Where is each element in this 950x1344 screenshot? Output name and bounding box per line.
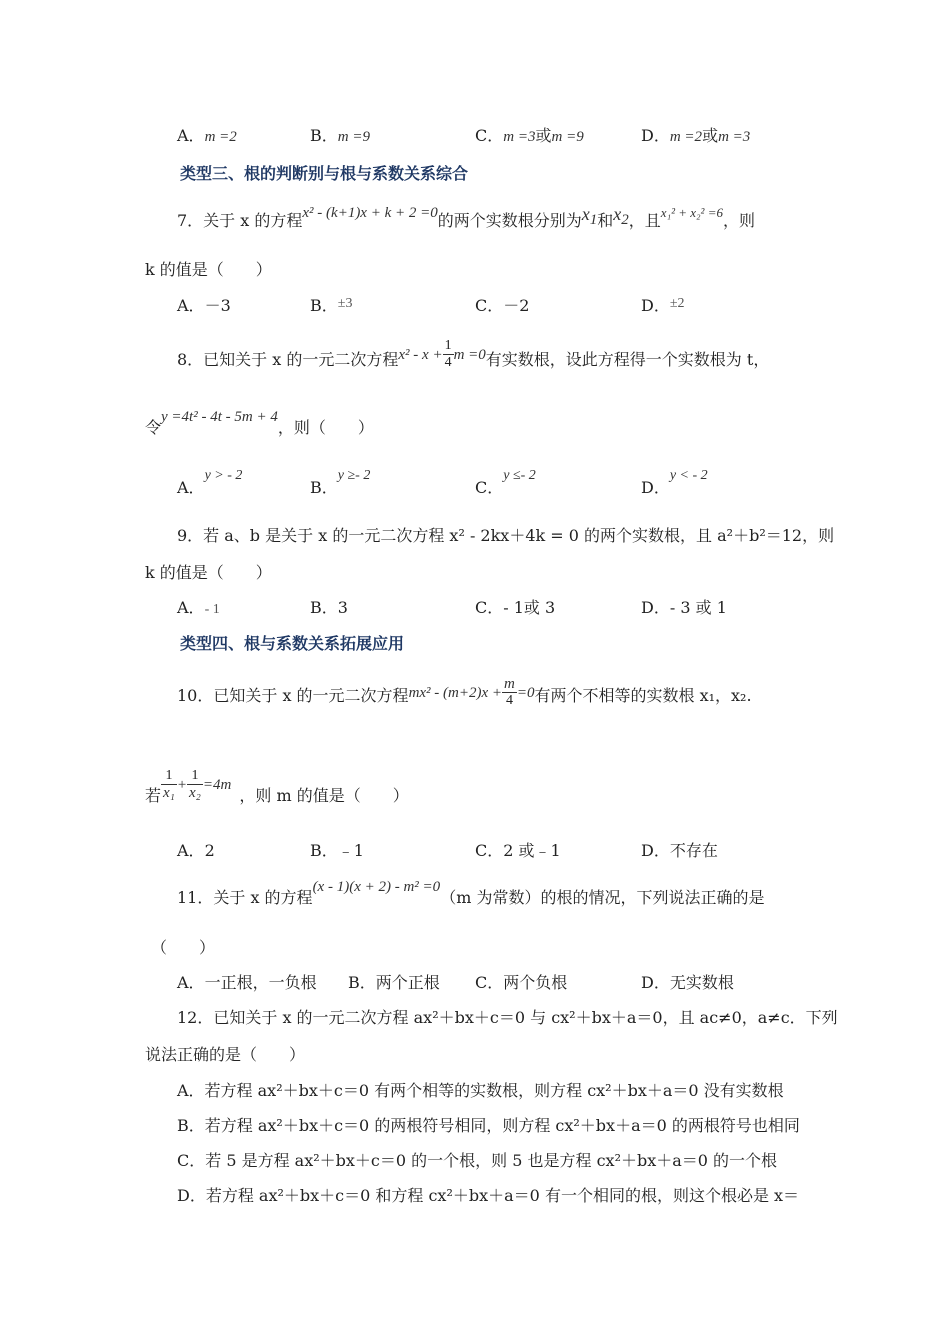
q11-option-b-label: B． — [348, 973, 376, 992]
q9-option-d — [641, 598, 727, 618]
q7-stem — [177, 204, 755, 236]
q8-option-d-label: D． — [641, 478, 670, 497]
q9-option-b-label: B． — [310, 598, 338, 617]
q6-option-d-or: 或 — [702, 126, 719, 145]
q6-option-d-value2: m =3 — [718, 129, 751, 145]
q7-option-b — [310, 296, 352, 318]
q11-stem — [177, 879, 765, 909]
q8-stem — [177, 338, 770, 377]
q8-equation-left: x² - x + — [398, 347, 443, 363]
q11-suffix: （m 为常数）的根的情况，下列说法正确的是 — [440, 888, 765, 907]
q8-option-b-value: y ≥- 2 — [337, 468, 371, 483]
q7-stem-line2: k 的值是（ ） — [145, 260, 272, 279]
q10-option-b-label: B． — [310, 841, 338, 860]
q7-option-c — [475, 296, 529, 316]
q6-option-a-value: m =2 — [204, 129, 237, 145]
q8-prefix: 8．已知关于 x 的一元二次方程 — [177, 350, 399, 369]
q10-fraction — [502, 676, 517, 709]
q12-option-c: C．若 5 是方程 ax²＋bx＋c＝0 的一个根，则 5 也是方程 cx²＋bx＋a＝0 的一个根 — [177, 1151, 778, 1170]
q6-option-b-label: B． — [310, 126, 338, 145]
q12-option-b: B．若方程 ax²＋bx＋c＝0 的两根符号相同，则方程 cx²＋bx＋a＝0 的两根符号也相同 — [177, 1116, 800, 1135]
q10-option-c-value: 2 或﹣1 — [503, 841, 561, 860]
q10-option-d — [641, 841, 718, 861]
q9-option-a-value: - 1 — [204, 602, 220, 617]
q11-option-a-value: 一正根，一负根 — [204, 973, 317, 992]
q10-fraction-1-denominator: x₁ — [163, 785, 175, 801]
q10-line2-prefix: 若 — [145, 786, 162, 805]
q8-option-b-label: B． — [310, 478, 338, 497]
q12-stem-line2: 说法正确的是（ ） — [145, 1045, 306, 1064]
q7-x1-sub: 1 — [589, 212, 598, 229]
q10-stem — [177, 676, 752, 713]
q7-and: 和 — [597, 211, 614, 230]
q10-equation-right: =0 — [516, 685, 535, 701]
q11-option-c-label: C． — [475, 973, 504, 992]
q11-option-d — [641, 973, 734, 993]
q9-option-c-value: - 1或 3 — [503, 598, 556, 617]
q7-condition: x₁² + x₂² =6 — [660, 205, 723, 220]
q10-option-a-label: A． — [177, 841, 205, 860]
q12-option-d: D．若方程 ax²＋bx＋c＝0 和方程 cx²＋bx＋a＝0 有一个相同的根，则这个根必是 x＝ — [177, 1186, 800, 1205]
q6-option-c-value1: m =3 — [503, 129, 536, 145]
q10-fraction-2-numerator: 1 — [187, 768, 203, 785]
q9-option-c-label: C． — [475, 598, 504, 617]
q7-suffix: ，则 — [722, 211, 755, 230]
q10-option-c-label: C． — [475, 841, 504, 860]
q9-stem: 9．若 a、b 是关于 x 的一元二次方程 x² - 2kx＋4k = 0 的两个实数根，且 a²＋b²＝12，则 — [177, 526, 835, 545]
q10-fraction-denominator: 4 — [505, 693, 513, 708]
q7-x1: x — [581, 204, 590, 224]
q8-option-d — [641, 468, 708, 500]
q10-equation-right-2: =4m — [202, 777, 232, 793]
q10-suffix: 有两个不相等的实数根 x₁，x₂. — [534, 686, 752, 705]
q7-option-c-label: C． — [475, 296, 504, 315]
q9-option-a-label: A． — [177, 598, 205, 617]
q6-option-a-label: A． — [177, 126, 205, 145]
q11-option-a-label: A． — [177, 973, 205, 992]
q11-prefix: 11．关于 x 的方程 — [177, 888, 313, 907]
q7-x2: x — [613, 204, 622, 224]
q8-suffix: 有实数根，设此方程得一个实数根为 t， — [485, 350, 770, 369]
q10-option-b-value: ﹣1 — [337, 841, 364, 860]
q6-option-c — [475, 126, 584, 147]
q10-fraction-1 — [161, 768, 177, 801]
q8-stem-line2 — [145, 409, 374, 439]
q7-equation: x² - (k+1)x + k + 2 =0 — [302, 205, 438, 221]
section-3-heading: 类型三、根的判断别与根与系数关系综合 — [180, 164, 469, 183]
q8-option-c — [475, 468, 536, 500]
q10-plus: + — [176, 777, 188, 793]
q7-option-d-value: ±2 — [669, 296, 685, 311]
q10-option-c — [475, 841, 561, 861]
q10-line2-suffix: ，则 m 的值是（ ） — [239, 786, 409, 805]
q6-option-b-value: m =9 — [337, 129, 370, 145]
q11-option-a — [177, 973, 317, 993]
q7-option-a-value: －3 — [204, 296, 231, 315]
q11-option-d-label: D． — [641, 973, 670, 992]
q8-option-d-value: y < - 2 — [669, 468, 708, 483]
q7-option-c-value: －2 — [503, 296, 530, 315]
q11-option-c — [475, 973, 567, 993]
q8-option-a — [177, 468, 243, 500]
q8-fraction — [443, 338, 454, 371]
q8-option-c-label: C． — [475, 478, 504, 497]
q7-cond-prefix: ，且 — [628, 211, 661, 230]
q8-option-a-label: A． — [177, 478, 205, 497]
q10-fraction-1-numerator: 1 — [161, 768, 177, 785]
q7-option-d — [641, 296, 685, 318]
q11-option-c-value: 两个负根 — [503, 973, 568, 992]
q12-stem: 12．已知关于 x 的一元二次方程 ax²＋bx＋c＝0 与 cx²＋bx＋a＝0，且 ac≠0，a≠c．下列 — [177, 1008, 838, 1027]
q6-option-d-label: D． — [641, 126, 670, 145]
q8-fraction-denominator: 4 — [444, 355, 452, 370]
q11-equation: (x - 1)(x + 2) - m² =0 — [312, 879, 441, 895]
q10-option-a-value: 2 — [204, 841, 215, 860]
q10-fraction-2-denominator: x₂ — [189, 785, 201, 801]
q6-option-c-label: C． — [475, 126, 504, 145]
q6-option-b — [310, 126, 370, 147]
q8-option-a-value: y > - 2 — [204, 468, 243, 483]
q11-option-b — [348, 973, 440, 993]
q6-option-d-value1: m =2 — [669, 129, 703, 145]
q10-option-b — [310, 841, 364, 861]
q10-stem-line2 — [145, 768, 409, 813]
q8-line2-equation: y =4t² - 4t - 5m + 4 — [161, 409, 278, 425]
q11-option-b-value: 两个正根 — [375, 973, 440, 992]
q8-line2-suffix: ，则（ ） — [277, 418, 374, 437]
q10-prefix: 10．已知关于 x 的一元二次方程 — [177, 686, 409, 705]
q8-equation-right: m =0 — [453, 347, 486, 363]
q11-option-d-value: 无实数根 — [669, 973, 734, 992]
q7-option-b-label: B． — [310, 296, 338, 315]
q7-option-a-label: A． — [177, 296, 205, 315]
q8-option-b — [310, 468, 371, 500]
q9-option-d-value: - 3 或 1 — [669, 598, 727, 617]
q9-stem-line2: k 的值是（ ） — [145, 563, 272, 582]
q6-option-c-or: 或 — [535, 126, 552, 145]
q7-mid: 的两个实数根分别为 — [437, 211, 582, 230]
section-4-heading: 类型四、根与系数关系拓展应用 — [180, 634, 405, 653]
q7-x2-sub: 2 — [621, 212, 629, 229]
q9-option-c — [475, 598, 555, 618]
q10-equation-left: mx² - (m+2)x + — [408, 685, 503, 701]
q9-option-d-label: D． — [641, 598, 670, 617]
q7-option-d-label: D． — [641, 296, 670, 315]
q10-option-d-label: D． — [641, 841, 670, 860]
q6-option-c-value2: m =9 — [551, 129, 584, 145]
q10-fraction-numerator: m — [504, 676, 515, 692]
q10-option-a — [177, 841, 215, 861]
q9-option-b-value: 3 — [337, 598, 348, 617]
q7-prefix: 7．关于 x 的方程 — [177, 211, 303, 230]
q7-option-b-value: ±3 — [337, 296, 353, 311]
q9-option-a — [177, 598, 220, 620]
q10-option-d-value: 不存在 — [669, 841, 718, 860]
q10-fraction-2 — [187, 768, 203, 801]
q9-option-b — [310, 598, 348, 618]
q8-fraction-numerator: 1 — [444, 338, 452, 353]
q11-stem-line2: （ ） — [151, 938, 216, 957]
q12-option-a: A．若方程 ax²＋bx＋c＝0 有两个相等的实数根，则方程 cx²＋bx＋a＝0 没有实数根 — [177, 1081, 784, 1100]
q6-option-a — [177, 126, 237, 147]
q7-option-a — [177, 296, 231, 316]
q6-option-d — [641, 126, 750, 147]
q8-option-c-value: y ≤- 2 — [503, 468, 536, 483]
q8-line2-prefix: 令 — [145, 418, 162, 437]
